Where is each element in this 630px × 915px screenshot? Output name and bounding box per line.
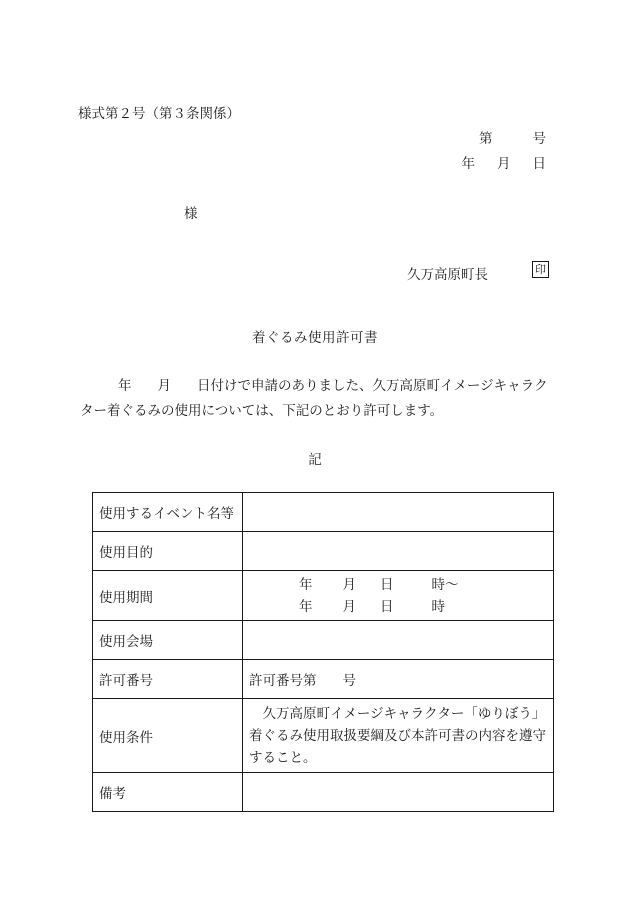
table-row xyxy=(93,532,554,571)
remarks-label: 備考 xyxy=(93,773,243,812)
purpose-label: 使用目的 xyxy=(93,532,243,571)
period-end-month: 月 xyxy=(342,598,356,615)
date-day: 日 xyxy=(532,156,546,172)
permission-body-text xyxy=(80,374,554,424)
table-row xyxy=(93,621,554,660)
remarks-value xyxy=(243,773,554,812)
period-start-month: 月 xyxy=(342,576,356,593)
table-row xyxy=(93,773,554,812)
date-month: 月 xyxy=(497,156,511,172)
period-end-day: 日 xyxy=(380,598,394,615)
issue-date-line xyxy=(462,152,547,172)
event-name-label: 使用するイベント名等 xyxy=(93,493,243,532)
table-row xyxy=(93,493,554,532)
number-suffix: 号 xyxy=(532,131,546,147)
permit-number-value xyxy=(243,660,554,699)
document-title: 着ぐるみ使用許可書 xyxy=(252,330,378,346)
document-number-line xyxy=(479,127,546,147)
issuer-name: 久万高原町長 xyxy=(407,267,488,283)
table-row xyxy=(93,571,554,621)
permit-suffix: 号 xyxy=(342,673,356,689)
table-row xyxy=(93,699,554,773)
body-text: 日付けで申請のありました、久万高原町イメージキャラクター着ぐるみの使用については、下記のとおり許可します。 xyxy=(80,378,548,419)
period-end-year: 年 xyxy=(299,598,313,615)
period-start-year: 年 xyxy=(299,576,313,593)
conditions-value: 久万高原町イメージキャラクター「ゆりぼう」着ぐるみ使用取扱要綱及び本許可書の内容を遵守すること。 xyxy=(243,699,554,773)
period-end-hour: 時 xyxy=(431,598,445,615)
period-start-day: 日 xyxy=(380,576,394,593)
body-year: 年 xyxy=(118,378,132,394)
period-value xyxy=(243,571,554,621)
venue-label: 使用会場 xyxy=(93,621,243,660)
period-start-hour: 時～ xyxy=(431,576,459,593)
body-month: 月 xyxy=(157,378,171,394)
venue-value xyxy=(243,621,554,660)
seal-mark: 印 xyxy=(532,261,549,278)
permit-prefix: 許可番号第 xyxy=(249,673,317,689)
purpose-value xyxy=(243,532,554,571)
conditions-label: 使用条件 xyxy=(93,699,243,773)
period-start xyxy=(249,574,547,596)
table-row xyxy=(93,660,554,699)
ki-heading: 記 xyxy=(308,452,322,468)
permit-details-table xyxy=(92,492,554,812)
period-end xyxy=(249,596,547,618)
form-code: 様式第２号（第３条関係） xyxy=(78,106,240,122)
date-year: 年 xyxy=(461,156,475,172)
period-label: 使用期間 xyxy=(93,571,243,621)
event-name-value xyxy=(243,493,554,532)
permit-number-label: 許可番号 xyxy=(93,660,243,699)
number-prefix: 第 xyxy=(479,131,493,147)
addressee-honorific: 様 xyxy=(184,206,198,222)
